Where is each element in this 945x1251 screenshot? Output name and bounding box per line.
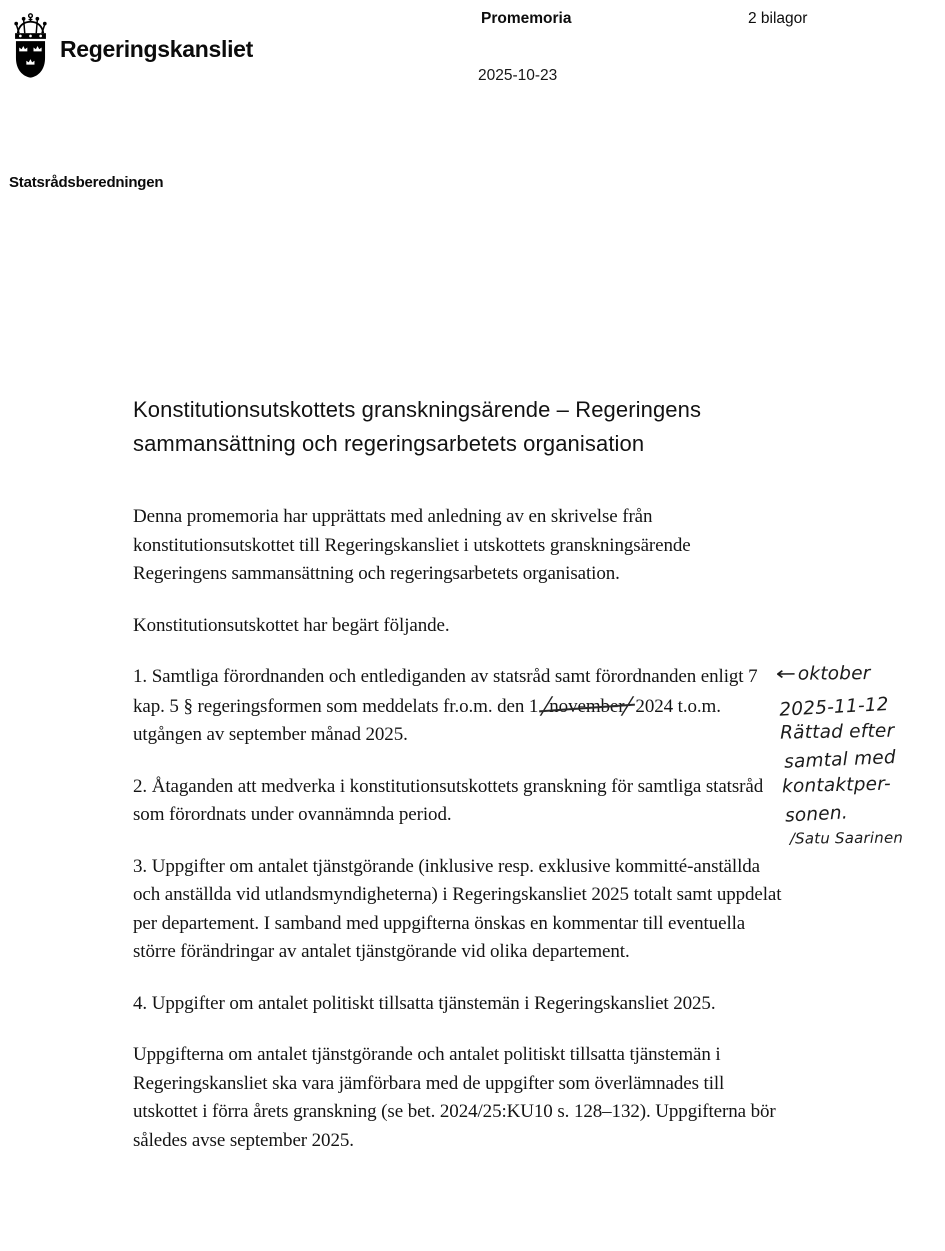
three-crowns-emblem-icon xyxy=(8,12,53,79)
handwritten-annotation xyxy=(775,658,945,855)
handwritten-line: Rättad efter xyxy=(779,720,895,744)
handwritten-line: sonen. xyxy=(784,801,849,827)
handwritten-correction-word: oktober xyxy=(797,663,871,685)
request-lead: Konstitutionsutskottet har begärt följande. xyxy=(133,614,450,636)
request-item-1-after: 2024 t.o.m. utgången av september månad 2025. xyxy=(133,695,721,745)
intro-paragraph: Denna promemoria har upprättats med anledning av en skrivelse från konstitutionsutskottet till Regeringskansliet i utskottets granskningsärende Regeringens sammansättning och regeringsarbetets organisation. xyxy=(133,506,691,584)
request-item-3: 3. Uppgifter om antalet tjänstgörande (inklusive resp. exklusive kommitté-anställda och anställda vid utlandsmyndigheterna) i Regeringskansliet 2025 totalt samt uppdelat per departement. I samband med uppgifterna önskas en kommentar till eventuella större förändringar av antalet tjänstgörande vid olika departement. xyxy=(133,855,782,962)
handwritten-slash-open: / xyxy=(540,691,553,720)
issuing-unit: Statsrådsberedningen xyxy=(9,174,164,191)
handwritten-line: 2025-11-12 xyxy=(778,693,890,721)
document-title: Konstitutionsutskottets granskningsärende – Regeringens sammansättning och regeringsarbetets organisation xyxy=(133,397,702,456)
request-item-1 xyxy=(133,663,788,750)
request-item-2: 2. Åtaganden att medverka i konstitutionsutskottets granskning för samtliga statsråd som förordnats under ovannämnda period. xyxy=(133,775,764,825)
handwritten-line: samtal med xyxy=(783,746,897,773)
doc-type-label: Promemoria xyxy=(481,10,572,27)
document-date: 2025-10-23 xyxy=(478,67,558,84)
struck-word-wrap xyxy=(540,691,634,722)
handwritten-slash-close: / xyxy=(621,691,634,720)
request-item-4: 4. Uppgifter om antalet politiskt tillsatta tjänstemän i Regeringskansliet 2025. xyxy=(133,992,716,1014)
struck-word: november xyxy=(549,695,625,717)
request-item-1-before: 1. Samtliga förordnanden och entlediganden av statsråd samt förordnanden enligt 7 kap. 5 § regeringsformen som meddelats fr.o.m. den 1 xyxy=(133,666,758,717)
handwritten-line xyxy=(775,660,945,688)
insertion-arrow-icon: ← xyxy=(775,663,797,685)
attachments-count: 2 bilagor xyxy=(748,10,808,27)
logo-wordmark: Regeringskansliet xyxy=(60,36,254,62)
handwritten-signature: /Satu Saarinen xyxy=(789,828,904,848)
closing-paragraph: Uppgifterna om antalet tjänstgörande och antalet politiskt tillsatta tjänstemän i Regeringskansliet ska vara jämförbara med de uppgifter som överlämnades till utskottet i förra årets granskning (se bet. 2024/25:KU10 s. 128–132). Uppgifterna bör således avse september 2025. xyxy=(133,1044,776,1151)
document-body xyxy=(133,393,788,1178)
handwritten-line: kontaktper- xyxy=(781,773,892,798)
